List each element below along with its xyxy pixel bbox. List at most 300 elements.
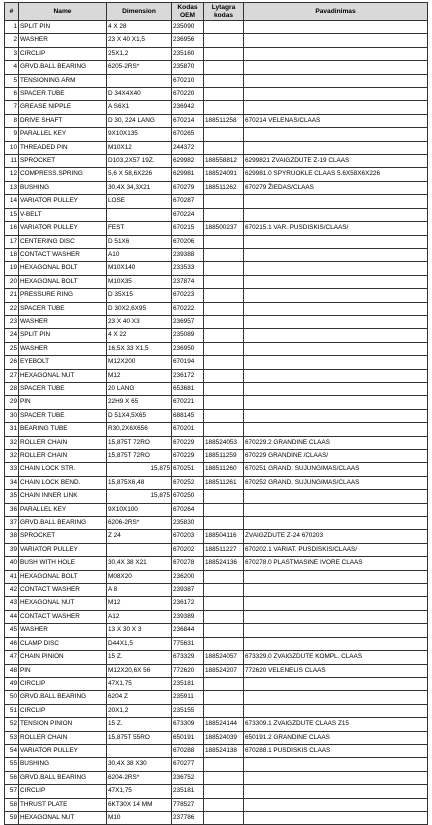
table-row bbox=[5, 490, 428, 503]
cell-oem: 235181 bbox=[172, 677, 204, 690]
cell-pavadinimas bbox=[244, 235, 428, 248]
cell-num: 23 bbox=[5, 315, 19, 328]
cell-pavadinimas bbox=[244, 275, 428, 288]
cell-dimension: 6KT30X 14 MM bbox=[107, 798, 172, 811]
cell-dimension: 22H9 X 65 bbox=[107, 396, 172, 409]
cell-oem: 235870 bbox=[172, 61, 204, 74]
cell-pavadinimas: ZVAIGZDUTE Z-24 670203 bbox=[244, 530, 428, 543]
cell-lytagra bbox=[204, 141, 244, 154]
cell-oem: 239389 bbox=[172, 610, 204, 623]
cell-dimension: 15,875X6,48 bbox=[107, 476, 172, 489]
table-row bbox=[5, 315, 428, 328]
cell-pavadinimas bbox=[244, 342, 428, 355]
table-row bbox=[5, 584, 428, 597]
cell-num: 2 bbox=[5, 34, 19, 47]
cell-num: 27 bbox=[5, 369, 19, 382]
table-row bbox=[5, 181, 428, 194]
cell-name: PIN bbox=[19, 396, 107, 409]
cell-num: 13 bbox=[5, 181, 19, 194]
cell-num: 11 bbox=[5, 155, 19, 168]
cell-num: 21 bbox=[5, 289, 19, 302]
cell-lytagra bbox=[204, 315, 244, 328]
cell-dimension: FEST bbox=[107, 222, 172, 235]
cell-dimension: 15 Z. bbox=[107, 718, 172, 731]
cell-pavadinimas bbox=[244, 382, 428, 395]
cell-lytagra bbox=[204, 771, 244, 784]
cell-pavadinimas bbox=[244, 369, 428, 382]
cell-dimension bbox=[107, 208, 172, 221]
cell-name: THRUST PLATE bbox=[19, 798, 107, 811]
cell-oem: 235090 bbox=[172, 21, 204, 34]
cell-pavadinimas bbox=[244, 128, 428, 141]
cell-dimension: 15,875T 55RO bbox=[107, 731, 172, 744]
cell-num: 35 bbox=[5, 490, 19, 503]
cell-oem: 670203 bbox=[172, 530, 204, 543]
cell-num: 20 bbox=[5, 275, 19, 288]
cell-dimension: M08X20 bbox=[107, 570, 172, 583]
cell-pavadinimas: 670251 GRAND. SUJUNGIMAS/CLAAS bbox=[244, 463, 428, 476]
cell-lytagra bbox=[204, 517, 244, 530]
cell-pavadinimas bbox=[244, 798, 428, 811]
cell-oem: 235089 bbox=[172, 329, 204, 342]
cell-oem: 673309 bbox=[172, 718, 204, 731]
cell-oem: 670229 bbox=[172, 450, 204, 463]
table-row bbox=[5, 74, 428, 87]
cell-pavadinimas bbox=[244, 302, 428, 315]
cell-lytagra bbox=[204, 785, 244, 798]
table-row bbox=[5, 624, 428, 637]
cell-name: CIRCLIP bbox=[19, 704, 107, 717]
cell-oem: 670279 bbox=[172, 181, 204, 194]
cell-name: DRIVE SHAFT bbox=[19, 114, 107, 127]
cell-dimension: Z 24 bbox=[107, 530, 172, 543]
cell-name: WASHER bbox=[19, 315, 107, 328]
cell-dimension: 16,5X 33 X1,5 bbox=[107, 342, 172, 355]
table-row bbox=[5, 88, 428, 101]
cell-dimension: 6204-2RS* bbox=[107, 771, 172, 784]
cell-oem: 670223 bbox=[172, 289, 204, 302]
cell-lytagra: 188524138 bbox=[204, 744, 244, 757]
cell-num: 26 bbox=[5, 356, 19, 369]
cell-name: EYEBOLT bbox=[19, 356, 107, 369]
table-row bbox=[5, 61, 428, 74]
cell-pavadinimas bbox=[244, 570, 428, 583]
table-row bbox=[5, 691, 428, 704]
cell-dimension: A S6X1 bbox=[107, 101, 172, 114]
cell-pavadinimas bbox=[244, 624, 428, 637]
cell-num: 47 bbox=[5, 651, 19, 664]
cell-lytagra: 188511260 bbox=[204, 463, 244, 476]
cell-dimension bbox=[107, 744, 172, 757]
header-name: Name bbox=[19, 3, 107, 21]
table-row bbox=[5, 423, 428, 436]
cell-dimension: 15 Z. bbox=[107, 651, 172, 664]
cell-num: 22 bbox=[5, 302, 19, 315]
table-row bbox=[5, 101, 428, 114]
cell-lytagra bbox=[204, 195, 244, 208]
cell-dimension: D 34X4X40 bbox=[107, 88, 172, 101]
cell-lytagra: 188511262 bbox=[204, 181, 244, 194]
cell-oem: 670251 bbox=[172, 463, 204, 476]
cell-dimension: 47X1,75 bbox=[107, 677, 172, 690]
cell-num: 40 bbox=[5, 557, 19, 570]
cell-num: 41 bbox=[5, 570, 19, 583]
cell-num: 31 bbox=[5, 423, 19, 436]
table-row bbox=[5, 744, 428, 757]
cell-lytagra bbox=[204, 342, 244, 355]
cell-name: WASHER bbox=[19, 342, 107, 355]
cell-name: TENSION PINION bbox=[19, 718, 107, 731]
cell-pavadinimas bbox=[244, 785, 428, 798]
cell-pavadinimas bbox=[244, 61, 428, 74]
cell-lytagra bbox=[204, 597, 244, 610]
table-row bbox=[5, 476, 428, 489]
cell-oem: 653681 bbox=[172, 382, 204, 395]
cell-dimension: 30,4X 38 X21 bbox=[107, 557, 172, 570]
cell-lytagra bbox=[204, 208, 244, 221]
table-row bbox=[5, 168, 428, 181]
cell-num: 58 bbox=[5, 798, 19, 811]
cell-pavadinimas: 670229.2 GRANDINE CLAAS bbox=[244, 436, 428, 449]
cell-lytagra: 188524091 bbox=[204, 168, 244, 181]
cell-pavadinimas bbox=[244, 315, 428, 328]
cell-dimension: 47X1,75 bbox=[107, 785, 172, 798]
cell-pavadinimas bbox=[244, 584, 428, 597]
cell-pavadinimas: 673329.0 ZVAIGZDUTE KOMPL. CLAAS bbox=[244, 651, 428, 664]
cell-pavadinimas bbox=[244, 21, 428, 34]
cell-lytagra: 188500237 bbox=[204, 222, 244, 235]
cell-name: PRESSURE RING bbox=[19, 289, 107, 302]
cell-pavadinimas bbox=[244, 758, 428, 771]
cell-pavadinimas bbox=[244, 704, 428, 717]
cell-lytagra: 188504116 bbox=[204, 530, 244, 543]
cell-dimension: 9X10X100 bbox=[107, 503, 172, 516]
cell-pavadinimas: 670202.1 VARIAT. PUSDISKIS/CLAAS/ bbox=[244, 543, 428, 556]
cell-lytagra: 188511258 bbox=[204, 114, 244, 127]
cell-oem: 670278 bbox=[172, 557, 204, 570]
cell-dimension: D103,2X57 19Z. bbox=[107, 155, 172, 168]
cell-lytagra: 188524207 bbox=[204, 664, 244, 677]
cell-name: GRVD.BALL BEARING bbox=[19, 61, 107, 74]
cell-lytagra bbox=[204, 128, 244, 141]
header-oem: Kodas OEM bbox=[172, 3, 204, 21]
cell-name: TENSIONING ARM bbox=[19, 74, 107, 87]
cell-pavadinimas bbox=[244, 101, 428, 114]
cell-name: ROLLER CHAIN bbox=[19, 450, 107, 463]
parts-sheet bbox=[4, 2, 428, 825]
cell-num: 53 bbox=[5, 731, 19, 744]
cell-name: GRVD.BALL BEARING bbox=[19, 691, 107, 704]
cell-dimension: M10X35 bbox=[107, 275, 172, 288]
cell-name: V-BELT bbox=[19, 208, 107, 221]
cell-oem: 670252 bbox=[172, 476, 204, 489]
cell-num: 37 bbox=[5, 517, 19, 530]
cell-lytagra bbox=[204, 570, 244, 583]
table-row bbox=[5, 771, 428, 784]
cell-num: 49 bbox=[5, 677, 19, 690]
cell-num: 18 bbox=[5, 248, 19, 261]
table-row bbox=[5, 382, 428, 395]
cell-oem: 670288 bbox=[172, 744, 204, 757]
cell-oem: 237874 bbox=[172, 275, 204, 288]
cell-pavadinimas bbox=[244, 597, 428, 610]
cell-dimension: 6206-2RS* bbox=[107, 517, 172, 530]
cell-num: 19 bbox=[5, 262, 19, 275]
cell-num: 25 bbox=[5, 342, 19, 355]
cell-name: CONTACT WASHER bbox=[19, 248, 107, 261]
cell-lytagra bbox=[204, 101, 244, 114]
cell-oem: 235830 bbox=[172, 517, 204, 530]
table-row bbox=[5, 248, 428, 261]
table-row bbox=[5, 369, 428, 382]
cell-name: BEARING TUBE bbox=[19, 423, 107, 436]
cell-name: HEXAGONAL NUT bbox=[19, 597, 107, 610]
cell-name: SPROCKET bbox=[19, 155, 107, 168]
cell-dimension: M12X200 bbox=[107, 356, 172, 369]
cell-pavadinimas bbox=[244, 503, 428, 516]
cell-oem: 236956 bbox=[172, 34, 204, 47]
cell-pavadinimas bbox=[244, 691, 428, 704]
cell-num: 12 bbox=[5, 168, 19, 181]
cell-pavadinimas bbox=[244, 88, 428, 101]
cell-dimension: A12 bbox=[107, 610, 172, 623]
cell-lytagra: 188511261 bbox=[204, 476, 244, 489]
cell-pavadinimas bbox=[244, 637, 428, 650]
cell-name: ROLLER CHAIN bbox=[19, 436, 107, 449]
table-row bbox=[5, 450, 428, 463]
cell-lytagra bbox=[204, 409, 244, 422]
cell-lytagra bbox=[204, 624, 244, 637]
table-row bbox=[5, 517, 428, 530]
cell-dimension: 4 X 22 bbox=[107, 329, 172, 342]
cell-lytagra: 188524053 bbox=[204, 436, 244, 449]
cell-oem: 236844 bbox=[172, 624, 204, 637]
cell-num: 38 bbox=[5, 530, 19, 543]
cell-pavadinimas bbox=[244, 262, 428, 275]
cell-num: 29 bbox=[5, 396, 19, 409]
cell-oem: 236957 bbox=[172, 315, 204, 328]
cell-lytagra bbox=[204, 423, 244, 436]
cell-dimension: D 30X2,6X95 bbox=[107, 302, 172, 315]
table-row bbox=[5, 677, 428, 690]
cell-pavadinimas: 670214 VELENAS/CLAAS bbox=[244, 114, 428, 127]
cell-num: 54 bbox=[5, 744, 19, 757]
cell-pavadinimas bbox=[244, 208, 428, 221]
cell-name: CENTERING DISC bbox=[19, 235, 107, 248]
cell-dimension: 15,875T 72RO bbox=[107, 450, 172, 463]
header-num: # bbox=[5, 3, 19, 21]
cell-oem: 775631 bbox=[172, 637, 204, 650]
cell-dimension: R30,2X6X656 bbox=[107, 423, 172, 436]
cell-dimension: 30,4X 34,3X21 bbox=[107, 181, 172, 194]
cell-oem: 670214 bbox=[172, 114, 204, 127]
table-row bbox=[5, 704, 428, 717]
cell-oem: 772620 bbox=[172, 664, 204, 677]
cell-pavadinimas: 670215.1 VAR. PUSDISKIS/CLAAS/ bbox=[244, 222, 428, 235]
cell-name: GREASE NIPPLE bbox=[19, 101, 107, 114]
cell-name: SPACER TUBE bbox=[19, 409, 107, 422]
cell-pavadinimas bbox=[244, 141, 428, 154]
cell-pavadinimas: 670278.0 PLASTMASINE IVORE CLAAS bbox=[244, 557, 428, 570]
cell-pavadinimas: 670279 ŽIEDAS/CLAAS bbox=[244, 181, 428, 194]
cell-oem: 670222 bbox=[172, 302, 204, 315]
cell-name: CHAIN LOCK STR. bbox=[19, 463, 107, 476]
cell-dimension: D 35X15 bbox=[107, 289, 172, 302]
table-row bbox=[5, 718, 428, 731]
cell-name: SPACER TUBE bbox=[19, 302, 107, 315]
cell-num: 1 bbox=[5, 21, 19, 34]
cell-oem: 670215 bbox=[172, 222, 204, 235]
table-row bbox=[5, 262, 428, 275]
cell-lytagra bbox=[204, 382, 244, 395]
cell-lytagra bbox=[204, 584, 244, 597]
cell-oem: 235911 bbox=[172, 691, 204, 704]
table-row bbox=[5, 798, 428, 811]
table-row bbox=[5, 570, 428, 583]
cell-num: 10 bbox=[5, 141, 19, 154]
cell-lytagra bbox=[204, 356, 244, 369]
cell-name: HEXAGONAL BOLT bbox=[19, 275, 107, 288]
cell-num: 17 bbox=[5, 235, 19, 248]
cell-oem: 670264 bbox=[172, 503, 204, 516]
cell-name: VARIATOR PULLEY bbox=[19, 222, 107, 235]
cell-oem: 236200 bbox=[172, 570, 204, 583]
cell-dimension: 25X1,2 bbox=[107, 47, 172, 60]
cell-num: 39 bbox=[5, 543, 19, 556]
cell-pavadinimas bbox=[244, 811, 428, 824]
cell-oem: 244372 bbox=[172, 141, 204, 154]
cell-oem: 235155 bbox=[172, 704, 204, 717]
cell-oem: 239388 bbox=[172, 248, 204, 261]
table-row bbox=[5, 208, 428, 221]
cell-dimension: 30,4X 38 X30 bbox=[107, 758, 172, 771]
cell-dimension: D44X1,5 bbox=[107, 637, 172, 650]
cell-name: SPLIT PIN bbox=[19, 21, 107, 34]
header-lytagra: Lytagra kodas bbox=[204, 3, 244, 21]
cell-oem: 670210 bbox=[172, 74, 204, 87]
cell-oem: 650191 bbox=[172, 731, 204, 744]
cell-lytagra bbox=[204, 490, 244, 503]
cell-oem: 236172 bbox=[172, 369, 204, 382]
cell-dimension: 5,6 X 58,6X226 bbox=[107, 168, 172, 181]
cell-lytagra bbox=[204, 329, 244, 342]
cell-num: 57 bbox=[5, 785, 19, 798]
cell-dimension: 15,875 bbox=[107, 463, 172, 476]
table-row bbox=[5, 597, 428, 610]
cell-oem: 236172 bbox=[172, 597, 204, 610]
table-row bbox=[5, 155, 428, 168]
cell-oem: 236942 bbox=[172, 101, 204, 114]
table-row bbox=[5, 785, 428, 798]
cell-lytagra bbox=[204, 811, 244, 824]
cell-name: CIRCLIP bbox=[19, 677, 107, 690]
cell-name: PARALLEL KEY bbox=[19, 128, 107, 141]
cell-lytagra: 188511227 bbox=[204, 543, 244, 556]
cell-pavadinimas: 673309.1 ZVAIGZDUTE CLAAS Z15 bbox=[244, 718, 428, 731]
cell-pavadinimas bbox=[244, 610, 428, 623]
cell-name: COMPRESS.SPRING bbox=[19, 168, 107, 181]
cell-oem: 670287 bbox=[172, 195, 204, 208]
cell-oem: 778527 bbox=[172, 798, 204, 811]
cell-num: 6 bbox=[5, 88, 19, 101]
cell-pavadinimas bbox=[244, 74, 428, 87]
cell-num: 50 bbox=[5, 691, 19, 704]
cell-oem: 236752 bbox=[172, 771, 204, 784]
cell-num: 32 bbox=[5, 450, 19, 463]
cell-name: SPLIT PIN bbox=[19, 329, 107, 342]
cell-name: VARIATOR PULLEY bbox=[19, 543, 107, 556]
cell-dimension bbox=[107, 543, 172, 556]
cell-dimension: A 8 bbox=[107, 584, 172, 597]
table-row bbox=[5, 664, 428, 677]
cell-name: BUSHING bbox=[19, 758, 107, 771]
cell-lytagra: 188524057 bbox=[204, 651, 244, 664]
cell-pavadinimas bbox=[244, 34, 428, 47]
cell-oem: 670224 bbox=[172, 208, 204, 221]
cell-dimension: 13 X 30 X 3 bbox=[107, 624, 172, 637]
cell-num: 36 bbox=[5, 503, 19, 516]
table-row bbox=[5, 114, 428, 127]
cell-lytagra: 188558812 bbox=[204, 155, 244, 168]
header-pavadinimas: Pavadinimas bbox=[244, 3, 428, 21]
cell-oem: 670206 bbox=[172, 235, 204, 248]
cell-dimension: 23 X 40 X3 bbox=[107, 315, 172, 328]
cell-lytagra bbox=[204, 302, 244, 315]
cell-pavadinimas bbox=[244, 409, 428, 422]
cell-name: CONTACT WASHER bbox=[19, 610, 107, 623]
cell-name: CLAMP DISC bbox=[19, 637, 107, 650]
cell-pavadinimas bbox=[244, 289, 428, 302]
cell-lytagra bbox=[204, 74, 244, 87]
cell-name: BUSH WITH HOLE bbox=[19, 557, 107, 570]
table-body bbox=[5, 21, 428, 825]
cell-num: 16 bbox=[5, 222, 19, 235]
table-row bbox=[5, 651, 428, 664]
cell-num: 4 bbox=[5, 61, 19, 74]
cell-oem: 670201 bbox=[172, 423, 204, 436]
cell-oem: 235160 bbox=[172, 47, 204, 60]
cell-num: 14 bbox=[5, 195, 19, 208]
cell-dimension: 4 X 28 bbox=[107, 21, 172, 34]
cell-name: CIRCLIP bbox=[19, 47, 107, 60]
cell-dimension: D 51X6 bbox=[107, 235, 172, 248]
cell-lytagra bbox=[204, 61, 244, 74]
cell-num: 30 bbox=[5, 409, 19, 422]
table-row bbox=[5, 275, 428, 288]
cell-lytagra bbox=[204, 34, 244, 47]
header-row bbox=[5, 3, 428, 21]
cell-num: 7 bbox=[5, 101, 19, 114]
table-row bbox=[5, 21, 428, 34]
cell-lytagra bbox=[204, 677, 244, 690]
cell-num: 46 bbox=[5, 637, 19, 650]
cell-pavadinimas bbox=[244, 47, 428, 60]
cell-lytagra bbox=[204, 289, 244, 302]
table-row bbox=[5, 503, 428, 516]
cell-oem: 233533 bbox=[172, 262, 204, 275]
table-row bbox=[5, 396, 428, 409]
cell-lytagra bbox=[204, 610, 244, 623]
table-row bbox=[5, 34, 428, 47]
cell-num: 52 bbox=[5, 718, 19, 731]
cell-dimension: 6204 Z bbox=[107, 691, 172, 704]
table-row bbox=[5, 302, 428, 315]
cell-lytagra: 188524039 bbox=[204, 731, 244, 744]
cell-pavadinimas bbox=[244, 396, 428, 409]
cell-lytagra bbox=[204, 758, 244, 771]
cell-num: 56 bbox=[5, 771, 19, 784]
cell-lytagra bbox=[204, 798, 244, 811]
